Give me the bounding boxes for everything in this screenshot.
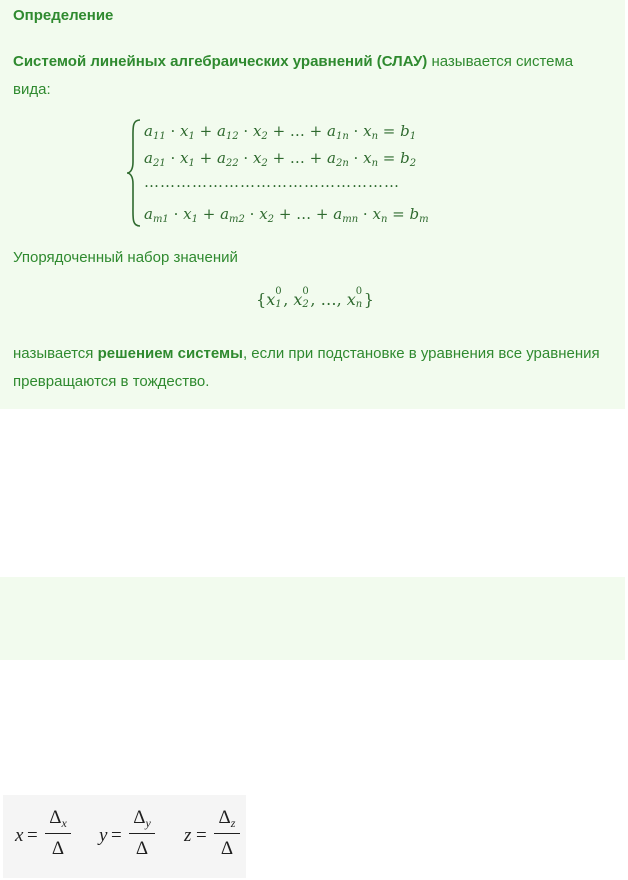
- eq-variable: x: [372, 205, 381, 223]
- equals-sign: =: [27, 825, 38, 846]
- eq-variable: x: [180, 122, 189, 140]
- solution-subscript: 1: [275, 299, 282, 310]
- equals-sign: =: [111, 825, 122, 846]
- eq-subscript: 21: [152, 158, 166, 169]
- eq-subscript: n: [371, 158, 379, 169]
- eq-operator: ·: [238, 149, 253, 167]
- eq-variable: a: [144, 122, 153, 140]
- system-brace: [126, 118, 142, 228]
- cramer-formulas-image: [3, 795, 246, 878]
- open-brace: {: [256, 290, 267, 309]
- eq-subscript: n: [371, 131, 379, 142]
- eq-subscript: 2: [261, 158, 268, 169]
- equation-system: [126, 118, 536, 228]
- eq-variable: x: [180, 149, 189, 167]
- delta-subscript: x: [61, 816, 67, 830]
- definition-title: Определение: [13, 7, 114, 24]
- slau-term: Системой линейных алгебраических уравнений (СЛАУ): [13, 53, 428, 70]
- cramer-fraction: [214, 807, 240, 860]
- delta-subscript: y: [145, 816, 151, 830]
- fraction-numerator: [129, 807, 155, 831]
- equals-sign: =: [196, 825, 207, 846]
- eq-variable: a: [216, 122, 226, 140]
- fraction-denominator: Δ: [51, 838, 65, 859]
- eq-subscript: 2: [261, 131, 268, 142]
- solution-indices: [275, 286, 283, 310]
- cramer-variable: y: [99, 825, 108, 846]
- eq-operator: + … +: [267, 122, 328, 140]
- eq-operator: + … +: [274, 205, 334, 223]
- eq-variable: a: [333, 205, 343, 223]
- solution-variable: x: [266, 290, 276, 309]
- eq-operator: ·: [244, 205, 260, 223]
- eq-variable: b: [400, 122, 410, 140]
- eq-subscript: m2: [229, 214, 245, 225]
- solution-variable: x: [346, 290, 356, 309]
- solution-subscript: n: [355, 299, 363, 310]
- eq-subscript: 2: [409, 158, 417, 169]
- solution-superscript: 0: [355, 286, 363, 297]
- eq-operator: =: [378, 149, 401, 167]
- eq-subscript: n: [380, 214, 388, 225]
- eq-variable: x: [183, 205, 192, 223]
- eq-operator: +: [194, 122, 217, 140]
- cramer-variable: z: [184, 825, 192, 846]
- para3-before: называется: [13, 345, 98, 362]
- definition-box: [0, 0, 625, 409]
- eq-subscript: 1: [188, 158, 195, 169]
- eq-variable: a: [144, 205, 153, 223]
- eq-variable: x: [252, 149, 262, 167]
- eq-operator: =: [378, 122, 401, 140]
- equation-dots: …………………………………………: [144, 173, 400, 191]
- definition-paragraph-rest: называется система вида:: [13, 53, 574, 98]
- ordered-set-paragraph: Упорядоченный набор значений: [13, 249, 238, 266]
- delta-symbol: Δ: [49, 807, 62, 828]
- eq-subscript: 2n: [335, 158, 349, 169]
- solution-variable: x: [293, 290, 303, 309]
- fraction-numerator: [45, 807, 71, 831]
- eq-subscript: 22: [225, 158, 239, 169]
- solution-superscript: 0: [302, 286, 309, 297]
- solution-set-formula: [256, 286, 374, 310]
- eq-variable: a: [220, 205, 230, 223]
- cramer-fraction: [129, 807, 155, 860]
- cramer-formula-x: [15, 795, 85, 878]
- solution-superscript: 0: [275, 286, 282, 297]
- cramer-formula-z: [184, 795, 254, 878]
- eq-operator: =: [387, 205, 410, 223]
- eq-variable: a: [216, 149, 226, 167]
- fraction-numerator: [214, 807, 240, 831]
- solution-indices: [302, 286, 310, 310]
- fraction-denominator: Δ: [220, 838, 234, 859]
- close-brace: }: [363, 290, 374, 309]
- cramer-fraction: [45, 807, 71, 860]
- separator: ,: [283, 290, 294, 309]
- eq-variable: a: [327, 122, 336, 140]
- eq-variable: x: [259, 205, 268, 223]
- separator: ,: [310, 290, 321, 309]
- definition-paragraph: [13, 48, 608, 104]
- fraction-bar: [214, 833, 240, 834]
- eq-subscript: 1n: [335, 131, 349, 142]
- cramer-formula-y: [99, 795, 169, 878]
- ellipsis: …: [320, 290, 337, 309]
- eq-operator: +: [194, 149, 217, 167]
- solution-subscript: 2: [302, 299, 309, 310]
- equation-m: [144, 205, 429, 225]
- eq-variable: a: [327, 149, 336, 167]
- delta-subscript: z: [230, 816, 236, 830]
- fraction-denominator: Δ: [135, 838, 149, 859]
- eq-operator: ·: [348, 149, 364, 167]
- empty-highlight-box: [0, 577, 625, 660]
- equation-1: [144, 122, 416, 142]
- eq-variable: b: [400, 149, 410, 167]
- eq-variable: a: [144, 149, 153, 167]
- eq-subscript: 1: [188, 131, 195, 142]
- eq-operator: ·: [168, 205, 184, 223]
- eq-subscript: 2: [267, 214, 275, 225]
- eq-subscript: 1: [191, 214, 198, 225]
- eq-subscript: m1: [152, 214, 169, 225]
- eq-operator: + … +: [267, 149, 328, 167]
- eq-operator: ·: [165, 122, 180, 140]
- separator: ,: [336, 290, 347, 309]
- eq-variable: x: [363, 149, 372, 167]
- equation-2: [144, 149, 416, 169]
- eq-operator: ·: [348, 122, 364, 140]
- eq-subscript: m: [419, 214, 429, 225]
- fraction-bar: [129, 833, 155, 834]
- eq-subscript: 11: [152, 131, 166, 142]
- eq-variable: b: [409, 205, 420, 223]
- fraction-bar: [45, 833, 71, 834]
- para3-after: , если при подстановке в уравнения все уравнения превращаются в тождество.: [13, 345, 600, 390]
- eq-operator: +: [197, 205, 221, 223]
- eq-subscript: 12: [225, 131, 239, 142]
- eq-subscript: mn: [342, 214, 359, 225]
- eq-operator: ·: [165, 149, 180, 167]
- solution-term: решением системы: [97, 345, 243, 362]
- cramer-variable: x: [15, 825, 24, 846]
- eq-operator: ·: [238, 122, 253, 140]
- eq-variable: x: [252, 122, 262, 140]
- eq-subscript: 1: [409, 131, 417, 142]
- solution-indices: [355, 286, 364, 310]
- eq-operator: ·: [358, 205, 373, 223]
- delta-symbol: Δ: [218, 807, 231, 828]
- solution-definition-paragraph: [13, 340, 613, 396]
- eq-variable: x: [363, 122, 372, 140]
- delta-symbol: Δ: [133, 807, 146, 828]
